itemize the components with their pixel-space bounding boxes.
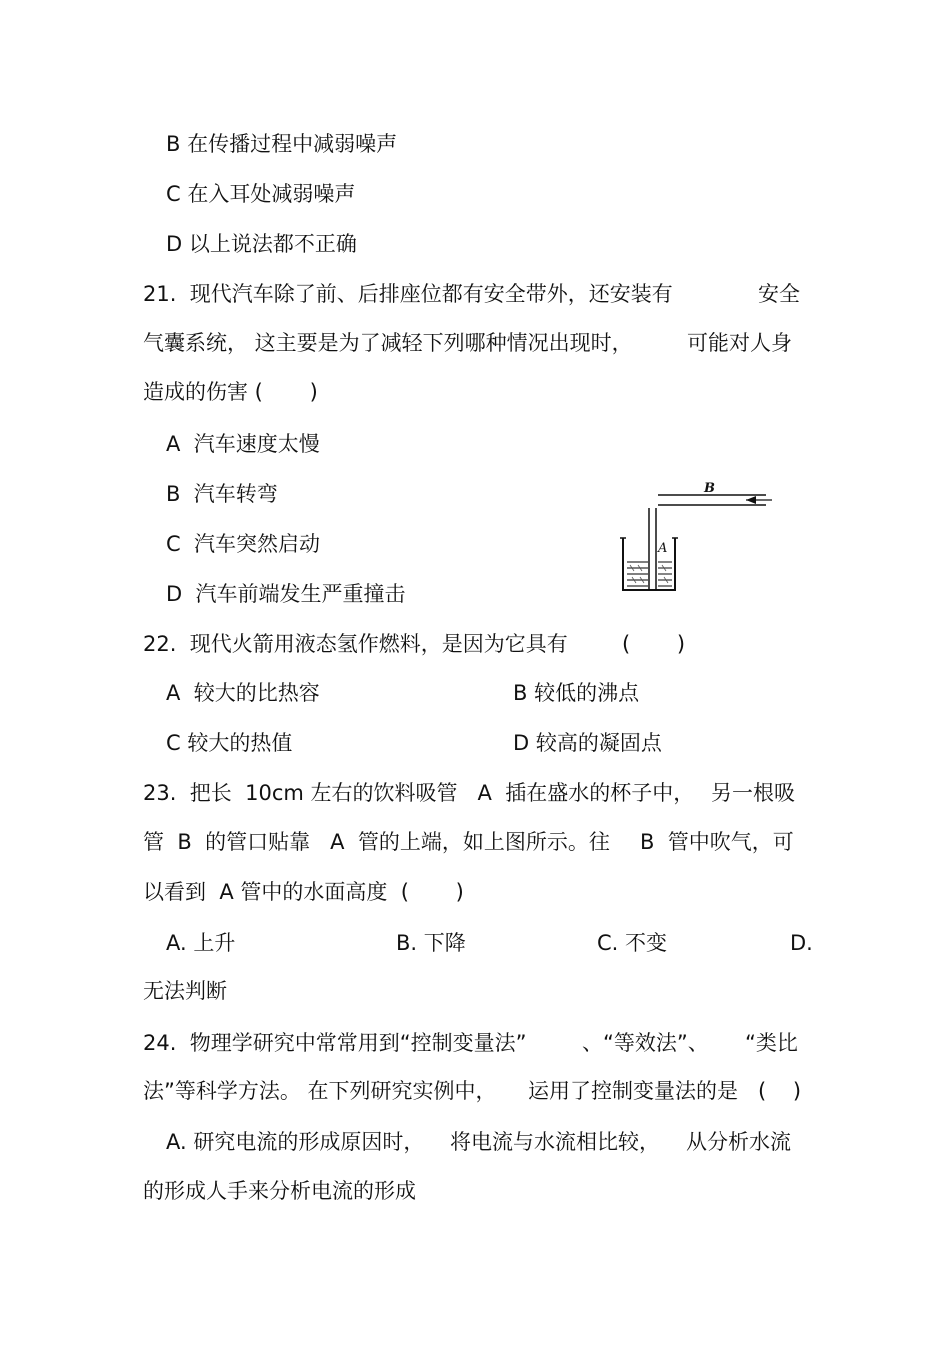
q21-option-c: C 汽车突然启动 [166,532,321,556]
q22-stem: 22. 现代火箭用液态氢作燃料，是因为它具有 [143,632,568,656]
q23-option-a: A. 上升 [166,931,236,955]
q22-option-a: A 较大的比热容 [166,681,320,705]
q23-option-d: D. [790,931,813,955]
q24-stem-line1-mid: 、“等效法”、 [582,1031,709,1055]
q23-option-b: B. 下降 [396,931,466,955]
q21-stem-line1: 21. 现代汽车除了前、后排座位都有安全带外，还安装有 [143,282,673,306]
q24-stem-line2: 法”等科学方法。 在下列研究实例中， [143,1079,497,1103]
q23-stem-line2-end: B 管中吹气，可 [640,830,794,854]
q23-stem-line1: 23. 把长 10cm 左右的饮料吸管 A 插在盛水的杯子中， [143,781,695,805]
straw-experiment-figure [618,478,778,596]
q23-stem-line2: 管 B 的管口贴靠 A 管的上端，如上图所示。往 [143,830,610,854]
q24-stem-line2-end: 运用了控制变量法的是 ( ) [528,1079,802,1103]
q22-option-d: D 较高的凝固点 [513,731,662,755]
q23-option-c: C. 不变 [597,931,668,955]
q22-option-c: C 较大的热值 [166,731,293,755]
q23-stem-line3: 以看到 A 管中的水面高度 ( ) [143,880,464,904]
q24-option-a-part3: 从分析水流 [686,1130,791,1154]
q21-option-a: A 汽车速度太慢 [166,432,320,456]
q24-stem-line1: 24. 物理学研究中常常用到“控制变量法” [143,1031,527,1055]
q23-option-d-continued: 无法判断 [143,979,227,1003]
q24-stem-line1-end: “类比 [745,1031,798,1055]
q24-option-a-continued: 的形成人手来分析电流的形成 [143,1179,416,1203]
q21-stem-line2: 气囊系统， 这主要是为了减轻下列哪种情况出现时， [143,331,633,355]
q22-option-b: B 较低的沸点 [513,681,640,705]
q23-stem-line1-end: 另一根吸 [711,781,795,805]
q21-stem-line3: 造成的伤害 ( ) [143,380,318,404]
q21-stem-line2-end: 可能对人身 [687,331,792,355]
label-a: A [658,541,668,556]
q21-stem-line1-end: 安全 [758,282,800,306]
label-b: B [704,481,715,496]
q20-option-b: B 在传播过程中减弱噪声 [166,132,398,156]
q21-option-d: D 汽车前端发生严重撞击 [166,582,406,606]
q21-option-b: B 汽车转弯 [166,482,278,506]
q24-option-a-part1: A. 研究电流的形成原因时， [166,1130,425,1154]
q24-option-a-part2: 将电流与水流相比较， [450,1130,660,1154]
q22-answer-paren: ( ) [622,632,686,656]
q20-option-c: C 在入耳处减弱噪声 [166,182,356,206]
q20-option-d: D 以上说法都不正确 [166,232,357,256]
